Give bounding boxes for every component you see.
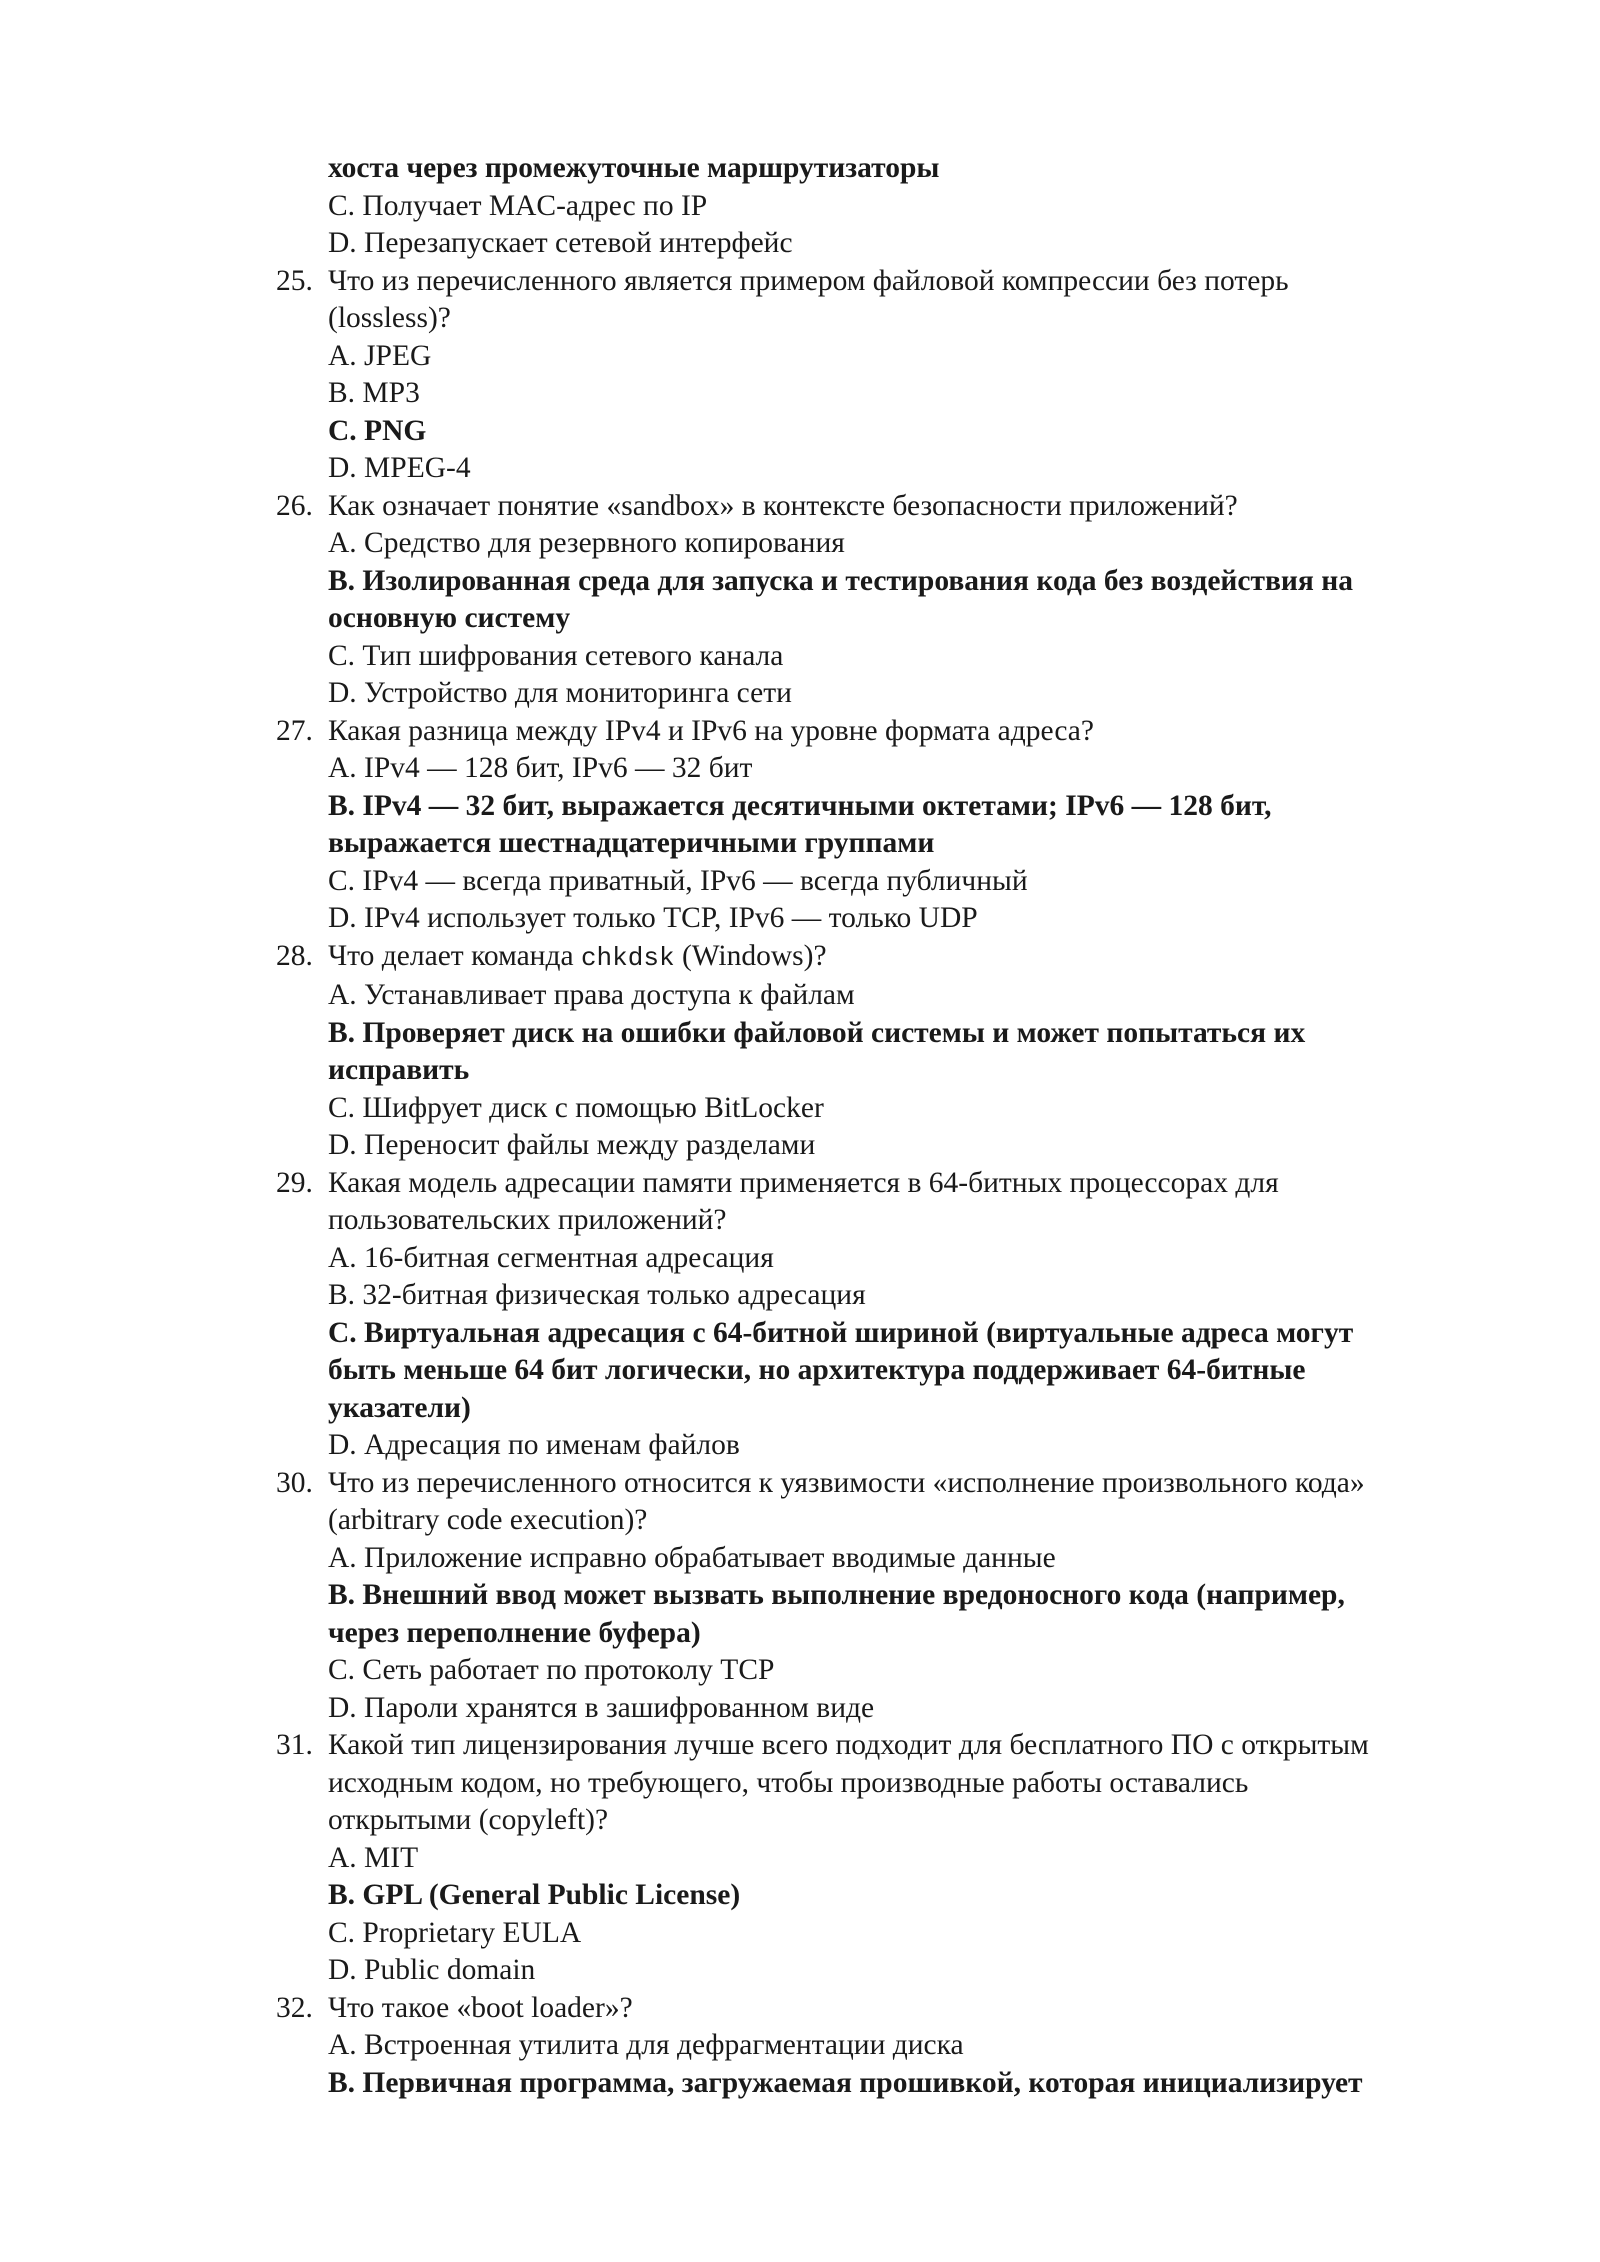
correct-answer-option-line: [0, 1615, 1600, 1653]
answer-option-line: [0, 375, 1600, 413]
question-line: [0, 938, 1600, 978]
question-line: [0, 1727, 1600, 1765]
question-number: 26.: [276, 489, 313, 522]
correct-answer-option-text: C. PNG: [328, 414, 427, 447]
question-text: Что из перечисленного является примером файловой компрессии без потерь: [328, 264, 1289, 297]
answer-option-line: [0, 1540, 1600, 1578]
command-code: chkdsk: [580, 942, 675, 973]
answer-option-text: C. Получает MAC-адрес по IP: [328, 189, 708, 222]
correct-answer-option-line: [0, 825, 1600, 863]
question-text: Что делает команда chkdsk (Windows)?: [328, 939, 827, 973]
answer-option-text: A. IPv4 — 128 бит, IPv6 — 32 бит: [328, 752, 753, 784]
correct-answer-option-line: [0, 600, 1600, 638]
answer-option-text: D. Перезапускает сетевой интерфейс: [328, 227, 793, 259]
question-text: Что из перечисленного относится к уязвимости «исполнение произвольного кода»: [328, 1466, 1365, 1499]
answer-option-text: C. Тип шифрования сетевого канала: [328, 639, 784, 672]
answer-option-line: [0, 1915, 1600, 1953]
document-page: [0, 150, 1600, 2102]
correct-answer-option-text: B. Проверяет диск на ошибки файловой системы и может попытаться их: [328, 1016, 1306, 1049]
correct-answer-option-text: основную систему: [328, 602, 571, 634]
answer-option-line: [0, 2027, 1600, 2065]
question-text: Какая модель адресации памяти применяется в 64-битных процессорах для: [328, 1166, 1279, 1199]
answer-option-text: C. Шифрует диск с помощью BitLocker: [328, 1091, 824, 1124]
answer-option-line: [0, 1840, 1600, 1878]
question-number: 25.: [276, 264, 313, 297]
correct-answer-option-line: [0, 788, 1600, 826]
question-line: [0, 263, 1600, 301]
question-text: (arbitrary code execution)?: [328, 1504, 648, 1536]
correct-answer-option-text: B. Изолированная среда для запуска и тестирования кода без воздействия на: [328, 564, 1354, 597]
correct-answer-option-line: [0, 1052, 1600, 1090]
question-number: 31.: [276, 1729, 313, 1761]
answer-option-text: C. Proprietary EULA: [328, 1916, 582, 1949]
correct-answer-option-text: через переполнение буфера): [328, 1616, 701, 1649]
question-number: 32.: [276, 1991, 313, 2024]
question-line: [0, 1765, 1600, 1803]
question-text: (lossless)?: [328, 302, 451, 334]
correct-answer-option-line: [0, 1352, 1600, 1390]
correct-answer-option-text: B. Внешний ввод может вызвать выполнение вредоносного кода (например,: [328, 1579, 1345, 1611]
answer-option-line: [0, 900, 1600, 938]
answer-option-text: A. JPEG: [328, 339, 432, 372]
correct-answer-option-text: C. Виртуальная адресация с 64-битной шириной (виртуальные адреса могут: [328, 1316, 1354, 1349]
question-line: [0, 488, 1600, 526]
correct-answer-option-line: [0, 1015, 1600, 1053]
answer-option-line: [0, 1952, 1600, 1990]
question-text: открытыми (copyleft)?: [328, 1804, 609, 1836]
question-line: [0, 300, 1600, 338]
question-number: 29.: [276, 1166, 313, 1199]
question-line: [0, 1990, 1600, 2028]
correct-answer-option-line: [0, 2065, 1600, 2103]
answer-option-line: [0, 977, 1600, 1015]
question-text: Какой тип лицензирования лучше всего подходит для бесплатного ПО с открытым: [328, 1729, 1369, 1761]
question-text: пользовательских приложений?: [328, 1204, 727, 1236]
correct-answer-option-line: [0, 1577, 1600, 1615]
question-number: 27.: [276, 714, 313, 747]
correct-answer-option-text: B. Первичная программа, загружаемая прошивкой, которая инициализирует: [328, 2066, 1363, 2099]
correct-answer-option-text: выражается шестнадцатеричными группами: [328, 827, 935, 859]
correct-answer-option-line: [0, 563, 1600, 601]
answer-option-line: [0, 638, 1600, 676]
correct-answer-option-text: B. GPL (General Public License): [328, 1879, 741, 1911]
correct-answer-option-line: [0, 413, 1600, 451]
answer-option-text: A. Устанавливает права доступа к файлам: [328, 979, 855, 1011]
answer-option-line: [0, 225, 1600, 263]
answer-option-text: D. Public domain: [328, 1954, 536, 1986]
answer-option-text: D. Пароли хранятся в зашифрованном виде: [328, 1691, 875, 1724]
answer-option-line: [0, 1427, 1600, 1465]
answer-option-line: [0, 1090, 1600, 1128]
question-number: 30.: [276, 1466, 313, 1499]
answer-option-line: [0, 1240, 1600, 1278]
question-line: [0, 1502, 1600, 1540]
correct-answer-option-text: быть меньше 64 бит логически, но архитектура поддерживает 64-битные: [328, 1354, 1306, 1386]
answer-option-text: D. Устройство для мониторинга сети: [328, 677, 792, 709]
answer-option-text: D. Переносит файлы между разделами: [328, 1129, 816, 1161]
correct-answer-option-text: B. IPv4 — 32 бит, выражается десятичными октетами; IPv6 — 128 бит,: [328, 789, 1272, 822]
answer-option-text: D. IPv4 использует только TCP, IPv6 — только UDP: [328, 902, 978, 934]
answer-option-line: [0, 338, 1600, 376]
answer-option-text: D. Адресация по именам файлов: [328, 1429, 740, 1461]
question-line: [0, 1165, 1600, 1203]
answer-option-line: [0, 1690, 1600, 1728]
answer-option-line: [0, 1652, 1600, 1690]
answer-option-text: C. IPv4 — всегда приватный, IPv6 — всегда публичный: [328, 864, 1028, 897]
answer-option-line: [0, 188, 1600, 226]
answer-option-line: [0, 750, 1600, 788]
answer-option-line: [0, 1127, 1600, 1165]
correct-answer-option-text: исправить: [328, 1054, 470, 1086]
answer-option-text: C. Сеть работает по протоколу TCP: [328, 1654, 775, 1686]
answer-option-line: [0, 525, 1600, 563]
correct-answer-option-line: [0, 1390, 1600, 1428]
answer-option-line: [0, 675, 1600, 713]
answer-option-text: D. MPEG-4: [328, 452, 471, 484]
answer-option-line: [0, 1277, 1600, 1315]
question-line: [0, 1802, 1600, 1840]
question-line: [0, 1202, 1600, 1240]
answer-option-text: A. Встроенная утилита для дефрагментации диска: [328, 2029, 964, 2061]
correct-answer-option-text: указатели): [328, 1391, 471, 1424]
answer-option-text: B. MP3: [328, 377, 420, 409]
question-text: Как означает понятие «sandbox» в контексте безопасности приложений?: [328, 489, 1238, 522]
question-text: Что такое «boot loader»?: [328, 1991, 633, 2024]
question-text: исходным кодом, но требующего, чтобы производные работы оставались: [328, 1766, 1249, 1799]
answer-option-text: A. 16-битная сегментная адресация: [328, 1241, 774, 1274]
correct-answer-continuation-text: хоста через промежуточные маршрутизаторы: [328, 152, 940, 184]
answer-option-text: A. MIT: [328, 1841, 419, 1874]
answer-option-text: A. Приложение исправно обрабатывает вводимые данные: [328, 1541, 1056, 1574]
question-text: Какая разница между IPv4 и IPv6 на уровне формата адреса?: [328, 714, 1094, 747]
correct-answer-continuation-line: [0, 150, 1600, 188]
answer-option-text: A. Средство для резервного копирования: [328, 527, 845, 559]
answer-option-line: [0, 863, 1600, 901]
question-line: [0, 1465, 1600, 1503]
answer-option-text: B. 32-битная физическая только адресация: [328, 1279, 866, 1311]
correct-answer-option-line: [0, 1315, 1600, 1353]
question-line: [0, 713, 1600, 751]
answer-option-line: [0, 450, 1600, 488]
correct-answer-option-line: [0, 1877, 1600, 1915]
question-number: 28.: [276, 939, 313, 972]
